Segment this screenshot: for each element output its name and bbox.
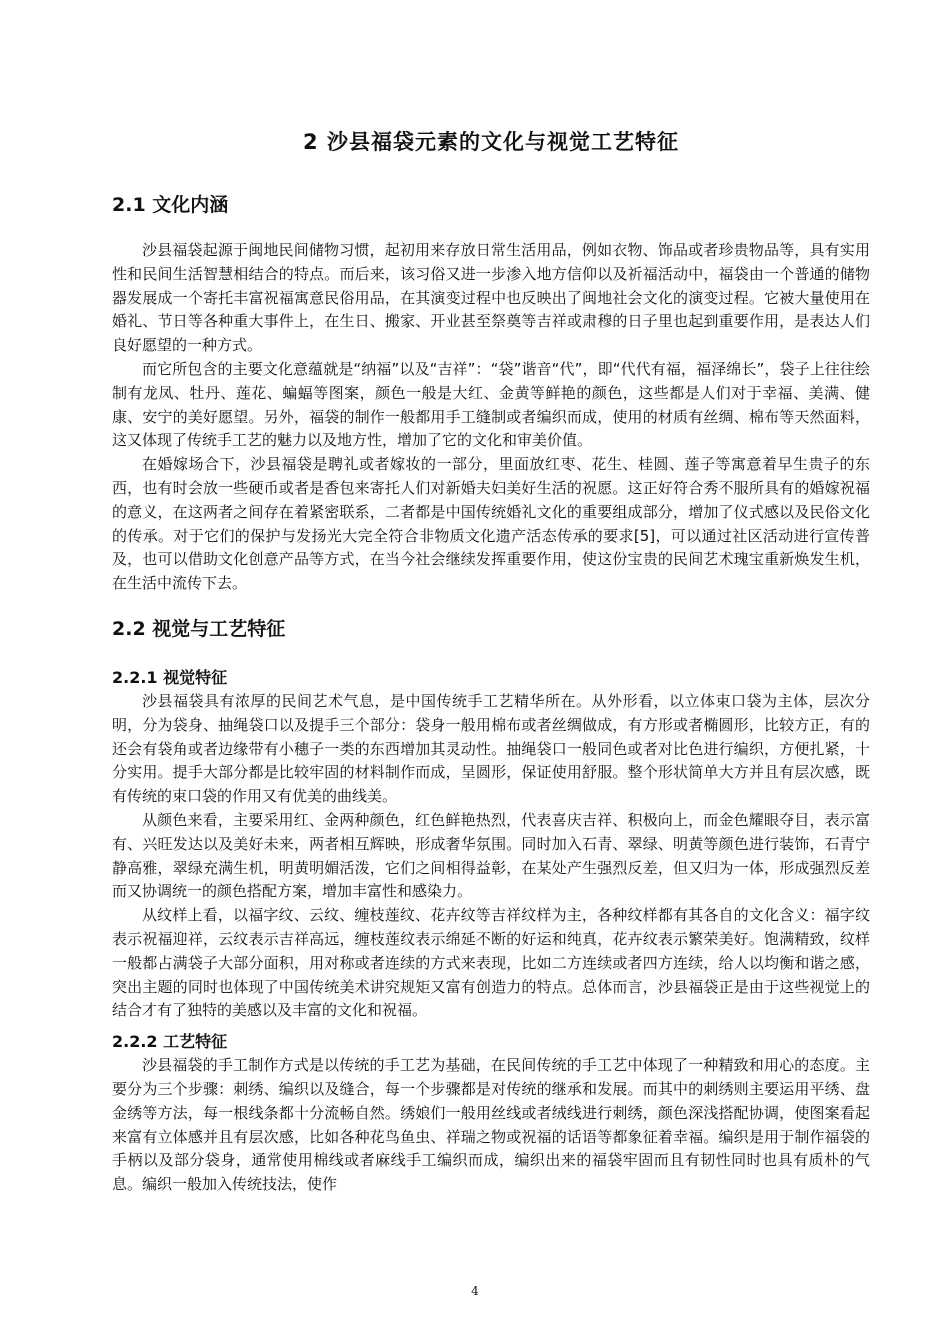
paragraph: 从纹样上看，以福字纹、云纹、缠枝莲纹、花卉纹等吉祥纹样为主，各种纹样都有其各自的文化含义：福字纹表示祝福迎祥，云纹表示吉祥高远，缠枝莲纹表示绵延不断的好运和纯真，花卉纹表示繁荣美好。饱满精致，纹样一般都占满袋子大部分面积，用对称或者连续的方式来表现，比如二方连续或者四方连续，给人以均衡和谐之感，突出主题的同时也体现了中国传统美术讲究规矩又富有创造力的特点。总体而言，沙县福袋正是由于这些视觉上的结合才有了独特的美感以及丰富的文化和祝福。: [112, 906, 870, 1020]
page-number: 4: [471, 1284, 479, 1298]
paragraph: 在婚嫁场合下，沙县福袋是聘礼或者嫁妆的一部分，里面放红枣、花生、桂圆、莲子等寓意着早生贵子的东西，也有时会放一些硬币或者是香包来寄托人们对新婚夫妇美好生活的祝愿。这正好符合秀不服所具有的婚嫁祝福的意义，在这两者之间存在着紧密联系，二者都是中国传统婚礼文化的重要组成部分，增加了仪式感以及民俗文化的传承。对于它们的保护与发扬光大完全符合非物质文化遗产活态传承的要求[5]，可以通过社区活动进行宣传普及，也可以借助文化创意产品等方式，在当今社会继续发挥重要作用，使这份宝贵的民间艺术瑰宝重新焕发生机，在生活中流传下去。: [112, 455, 870, 593]
paragraph: 从颜色来看，主要采用红、金两种颜色，红色鲜艳热烈，代表喜庆吉祥、积极向上，而金色耀眼夺目，表示富有、兴旺发达以及美好未来，两者相互辉映，形成奢华氛围。同时加入石青、翠绿、明黄等颜色进行装饰，石青宁静高雅，翠绿充满生机，明黄明媚活泼，它们之间相得益彰，在某处产生强烈反差，但又归为一体，形成强烈反差而又协调统一的颜色搭配方案，增加丰富性和感染力。: [112, 810, 870, 901]
paragraph: 沙县福袋的手工制作方式是以传统的手工艺为基础，在民间传统的手工艺中体现了一种精致和用心的态度。主要分为三个步骤：刺绣、编织以及缝合，每一个步骤都是对传统的继承和发展。而其中的刺绣则主要运用平绣、盘金绣等方法，每一根线条都十分流畅自然。绣娘们一般用丝线或者绒线进行刺绣，颜色深浅搭配协调，使图案看起来富有立体感并且有层次感，比如各种花鸟鱼虫、祥瑞之物或祝福的话语等都象征着幸福。编织是用于制作福袋的手柄以及部分袋身，通常使用棉线或者麻线手工编织而成，编织出来的福袋牢固而且有韧性同时也具有质朴的气息。编织一般加入传统技法，使作: [112, 1056, 870, 1194]
subsection-title-visual: 2.2.1 视觉特征: [112, 667, 228, 687]
chapter-title: 2 沙县福袋元素的文化与视觉工艺特征: [303, 130, 679, 154]
paragraph: 沙县福袋具有浓厚的民间艺术气息，是中国传统手工艺精华所在。从外形看，以立体束口袋为主体，层次分明，分为袋身、抽绳袋口以及提手三个部分：袋身一般用棉布或者丝绸做成，有方形或者椭圆形，比较方正，有的还会有袋角或者边缘带有小穗子一类的东西增加其灵动性。抽绳袋口一般同色或者对比色进行编织，方便扎紧，十分实用。提手大部分都是比较牢固的材料制作而成，呈圆形，保证使用舒服。整个形状简单大方并且有层次感，既有传统的束口袋的作用又有优美的曲线美。: [112, 691, 870, 806]
subsection-title-craft: 2.2.2 工艺特征: [112, 1032, 228, 1052]
section-title-visual-craft: 2.2 视觉与工艺特征: [112, 617, 286, 640]
paragraph: 而它所包含的主要文化意蕴就是“纳福”以及“吉祥”：“袋”谐音“代”，即“代代有福，福泽绵长”，袋子上往往绘制有龙凤、牡丹、莲花、蝙蝠等图案，颜色一般是大红、金黄等鲜艳的颜色，这些都是人们对于幸福、美满、健康、安宁的美好愿望。另外，福袋的制作一般都用手工缝制或者编织而成，使用的材质有丝绸、棉布等天然面料，这又体现了传统手工艺的魅力以及地方性，增加了它的文化和审美价值。: [112, 359, 870, 450]
section-title-culture: 2.1 文化内涵: [112, 194, 229, 216]
paragraph: 沙县福袋起源于闽地民间储物习惯，起初用来存放日常生活用品，例如衣物、饰品或者珍贵物品等，具有实用性和民间生活智慧相结合的特点。而后来，该习俗又进一步渗入地方信仰以及祈福活动中，福袋由一个普通的储物器发展成一个寄托丰富祝福寓意民俗用品，在其演变过程中也反映出了闽地社会文化的演变过程。它被大量使用在婚礼、节日等各种重大事件上，在生日、搬家、开业甚至祭奠等吉祥或肃穆的日子里也起到重要作用，是表达人们良好愿望的一种方式。: [112, 241, 870, 355]
